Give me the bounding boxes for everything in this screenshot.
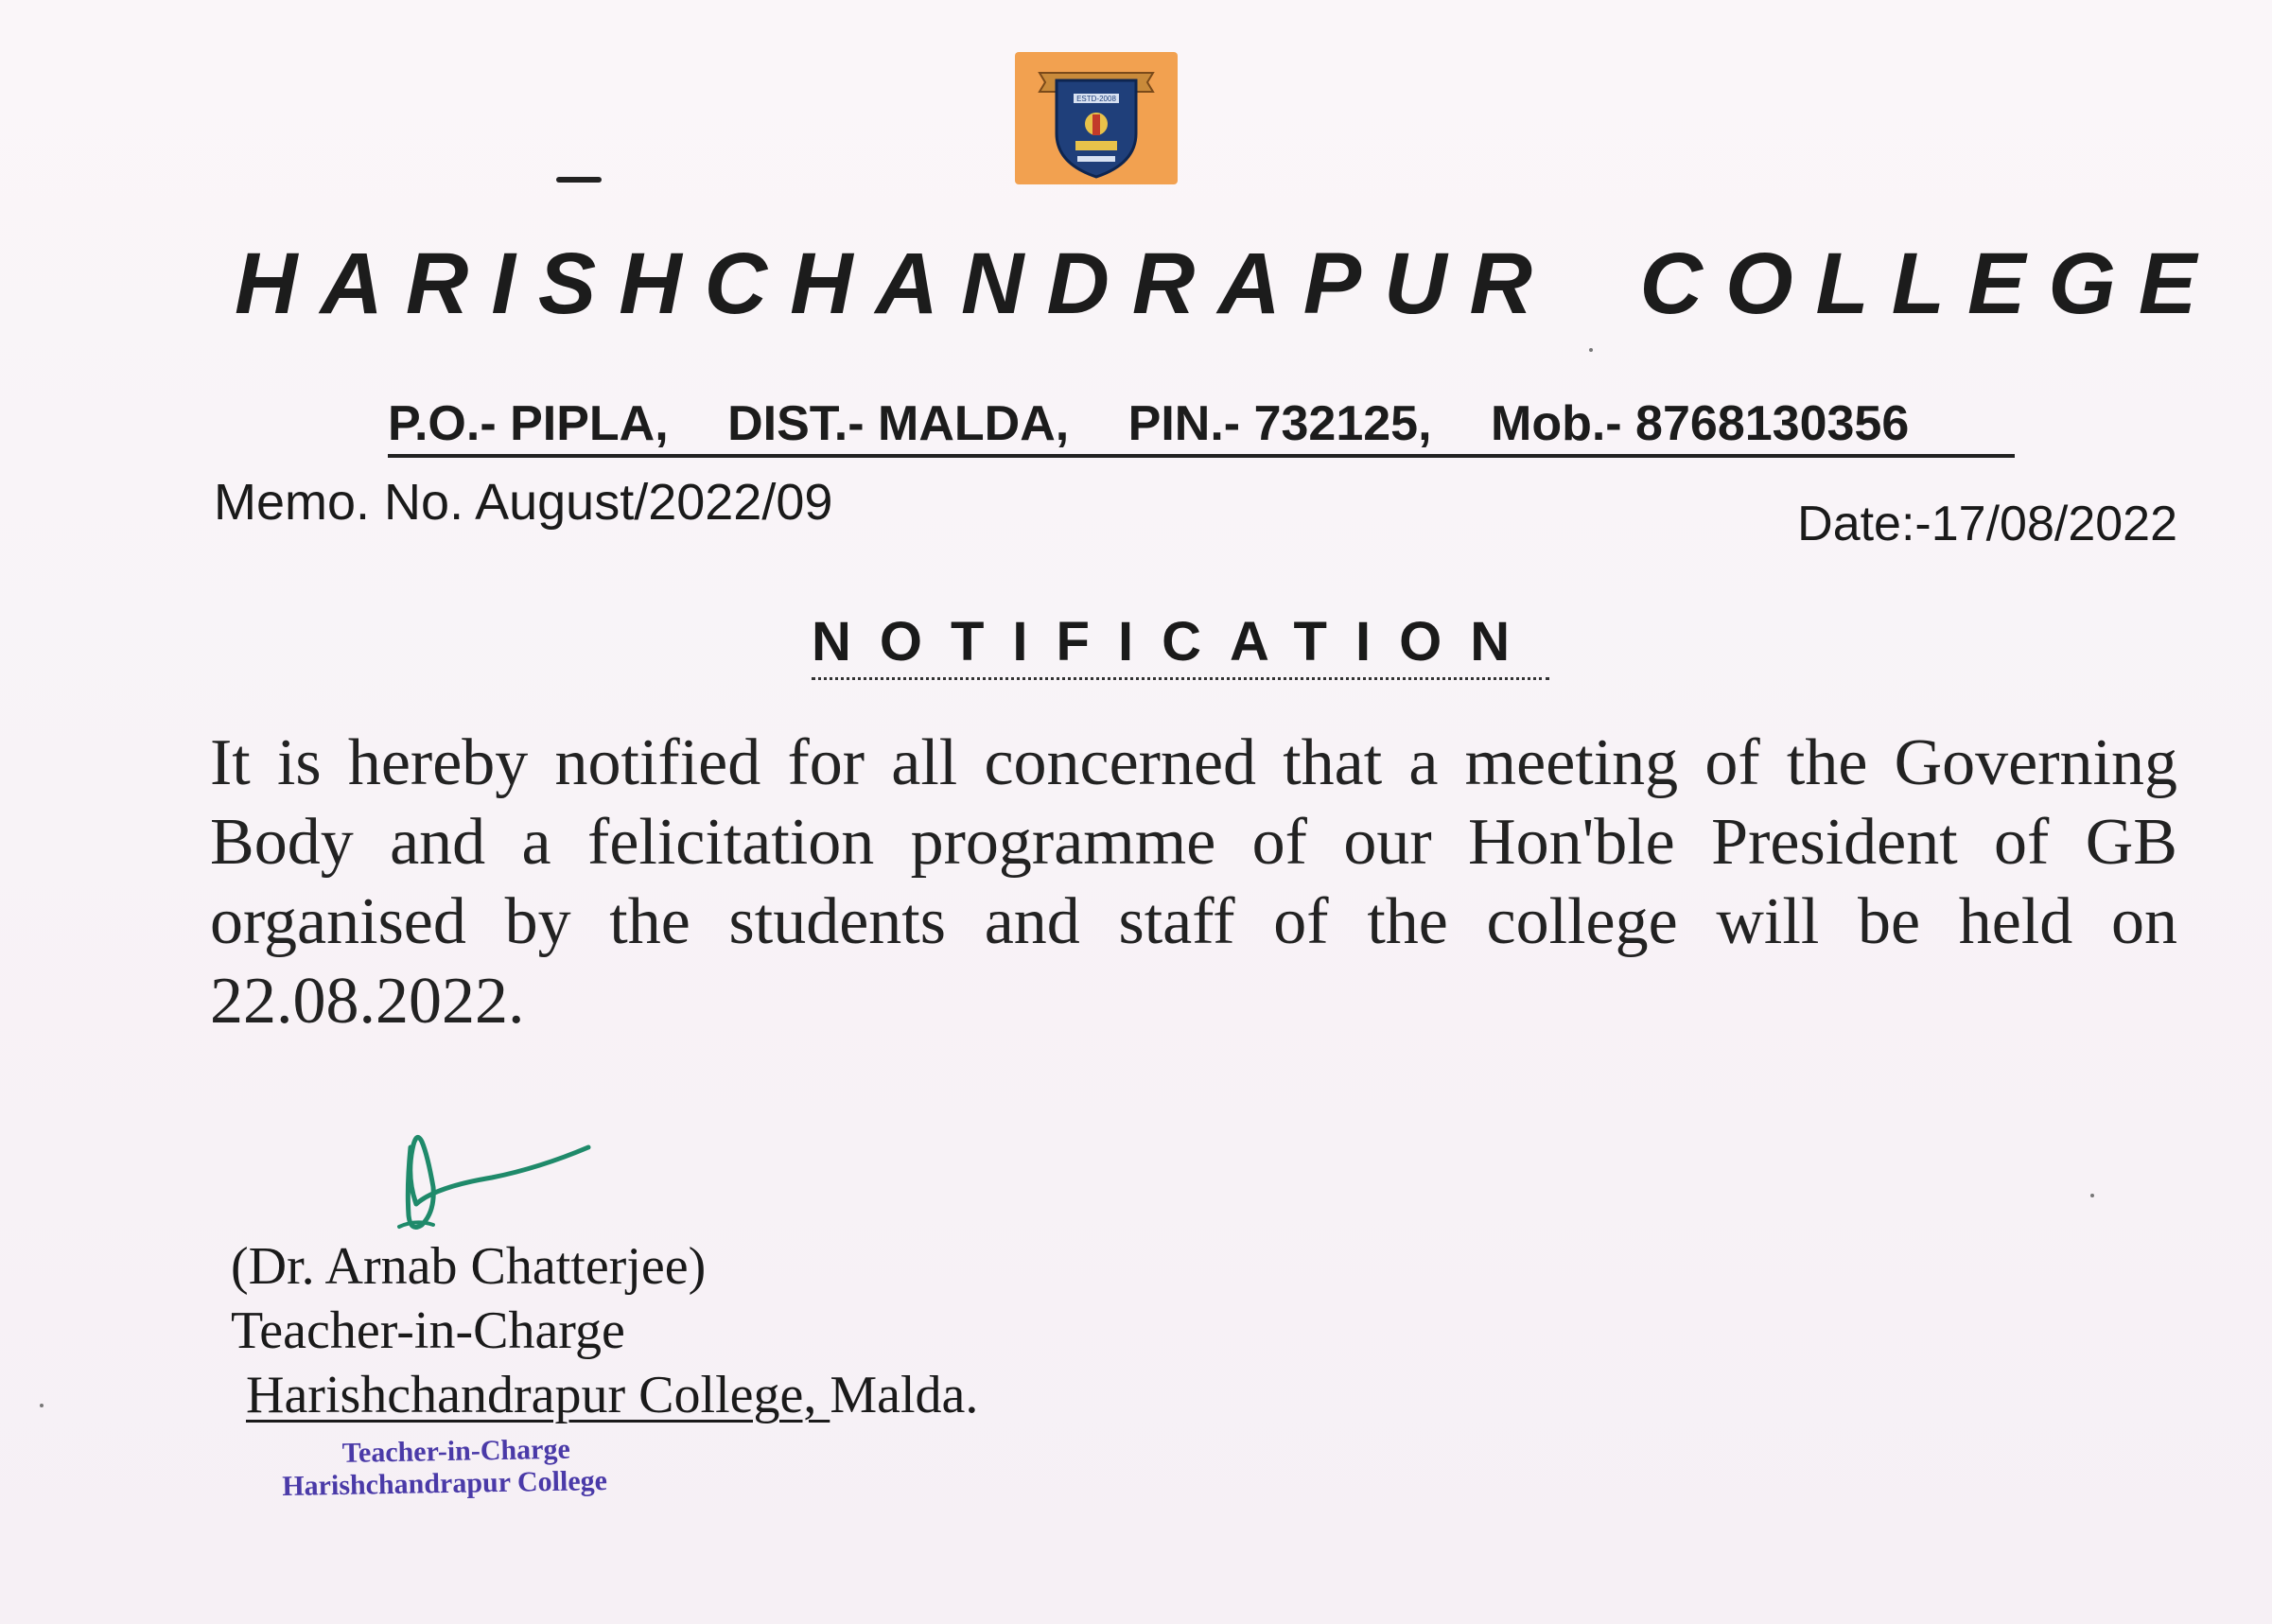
address-district: DIST.- MALDA,: [727, 396, 1070, 451]
address-po: P.O.- PIPLA,: [388, 396, 669, 451]
paper-speck: [40, 1404, 44, 1407]
notification-heading: NOTIFICATION: [812, 610, 1549, 680]
college-logo: [1015, 52, 1178, 184]
notification-body: It is hereby notified for all concerned that a meeting of the Governing Body and a felicitation programme of our Hon'ble President of GB organised by the students and staff of the college will be held on 22.08.2022.: [210, 726, 2177, 1038]
address-mobile: Mob.- 8768130356: [1491, 396, 1910, 451]
signatory-name: (Dr. Arnab Chatterjee): [231, 1237, 707, 1296]
handwritten-signature: [378, 1121, 605, 1244]
college-address: [388, 395, 2015, 458]
signatory-block: [231, 1234, 978, 1427]
stamp-college: Harishchandrapur College: [282, 1465, 608, 1502]
address-pin: PIN.- 732125,: [1127, 396, 1432, 451]
pen-dash-mark: [556, 177, 602, 183]
signatory-designation: Teacher-in-Charge: [231, 1301, 625, 1360]
signatory-institution-name: Harishchandrapur College,: [246, 1366, 830, 1424]
official-stamp: [281, 1433, 607, 1503]
svg-text:ESTD-2008: ESTD-2008: [1076, 95, 1116, 103]
memo-number: Memo. No. August/2022/09: [214, 474, 833, 531]
college-crest-icon: [1015, 52, 1178, 184]
memo-date: Date:-17/08/2022: [1797, 497, 2177, 551]
signatory-institution: [246, 1363, 978, 1427]
college-name-heading: HARISHCHANDRAPUR COLLEGE: [235, 236, 2220, 332]
signatory-institution-place: Malda.: [830, 1366, 979, 1424]
stamp-designation: Teacher-in-Charge: [341, 1433, 571, 1469]
paper-speck: [1589, 348, 1593, 352]
paper-speck: [2090, 1194, 2094, 1197]
